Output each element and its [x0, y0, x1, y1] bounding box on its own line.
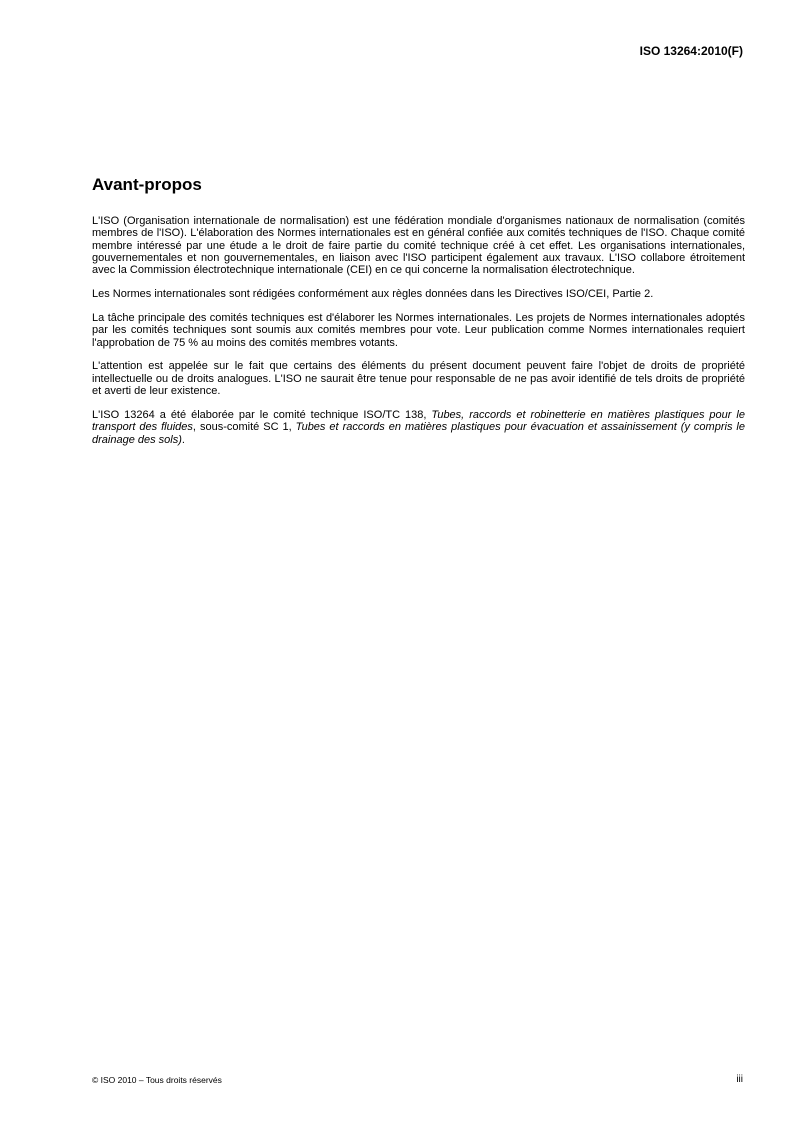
paragraph-committee-info — [92, 409, 745, 446]
document-id: ISO 13264:2010(F) — [639, 44, 743, 58]
subcommittee-title-italic: Tubes et raccords en matières plastiques pour évacuation et assainissement (y compris le drainage des sols) — [92, 421, 745, 446]
committee-text-3: . — [181, 433, 185, 446]
paragraph-directives: Les Normes internationales sont rédigées conformément aux règles données dans les Directives ISO/CEI, Partie 2. — [92, 288, 654, 301]
footer-copyright: © ISO 2010 – Tous droits réservés — [92, 1075, 222, 1085]
paragraph-iso-description: L'ISO (Organisation internationale de normalisation) est une fédération mondiale d'organismes nationaux de normalisation (comités membres de l'ISO). L'élaboration des Normes internationales est en général confiée aux comités techniques de l'ISO. Chaque comité membre intéressé par une étude a le droit de faire partie du comité technique créé à cet effet. Les organisations internationales, gouvernementales et non gouvernementales, en liaison avec l'ISO participent également aux travaux. L'ISO collabore étroitement avec la Commission électrotechnique internationale (CEI) en ce qui concerne la normalisation électrotechnique. — [92, 215, 745, 277]
committee-title-italic: Tubes, raccords et robinetterie en matières plastiques pour le transport des fluides — [92, 408, 745, 434]
paragraph-technical-committees: La tâche principale des comités techniques est d'élaborer les Normes internationales. Les projets de Normes internationales adoptés par les comités techniques sont soumis aux comités membres pour vote. Leur publication comme Normes internationales requiert l'approbation de 75 % au moins des comités membres votants. — [92, 311, 745, 349]
footer-page-number: iii — [736, 1074, 743, 1085]
committee-text-2: , sous-comité SC 1, — [192, 421, 296, 434]
foreword-content — [92, 215, 745, 457]
section-title: Avant-propos — [92, 175, 202, 194]
paragraph-patent-rights: L'attention est appelée sur le fait que certains des éléments du présent document peuvent faire l'objet de droits de propriété intellectuelle ou de droits analogues. L'ISO ne saurait être tenue pour responsable de ne pas avoir identifié de tels droits de propriété et averti de leur existence. — [92, 360, 745, 398]
committee-text-1: L'ISO 13264 a été élaborée par le comité technique ISO/TC 138, — [92, 408, 432, 421]
